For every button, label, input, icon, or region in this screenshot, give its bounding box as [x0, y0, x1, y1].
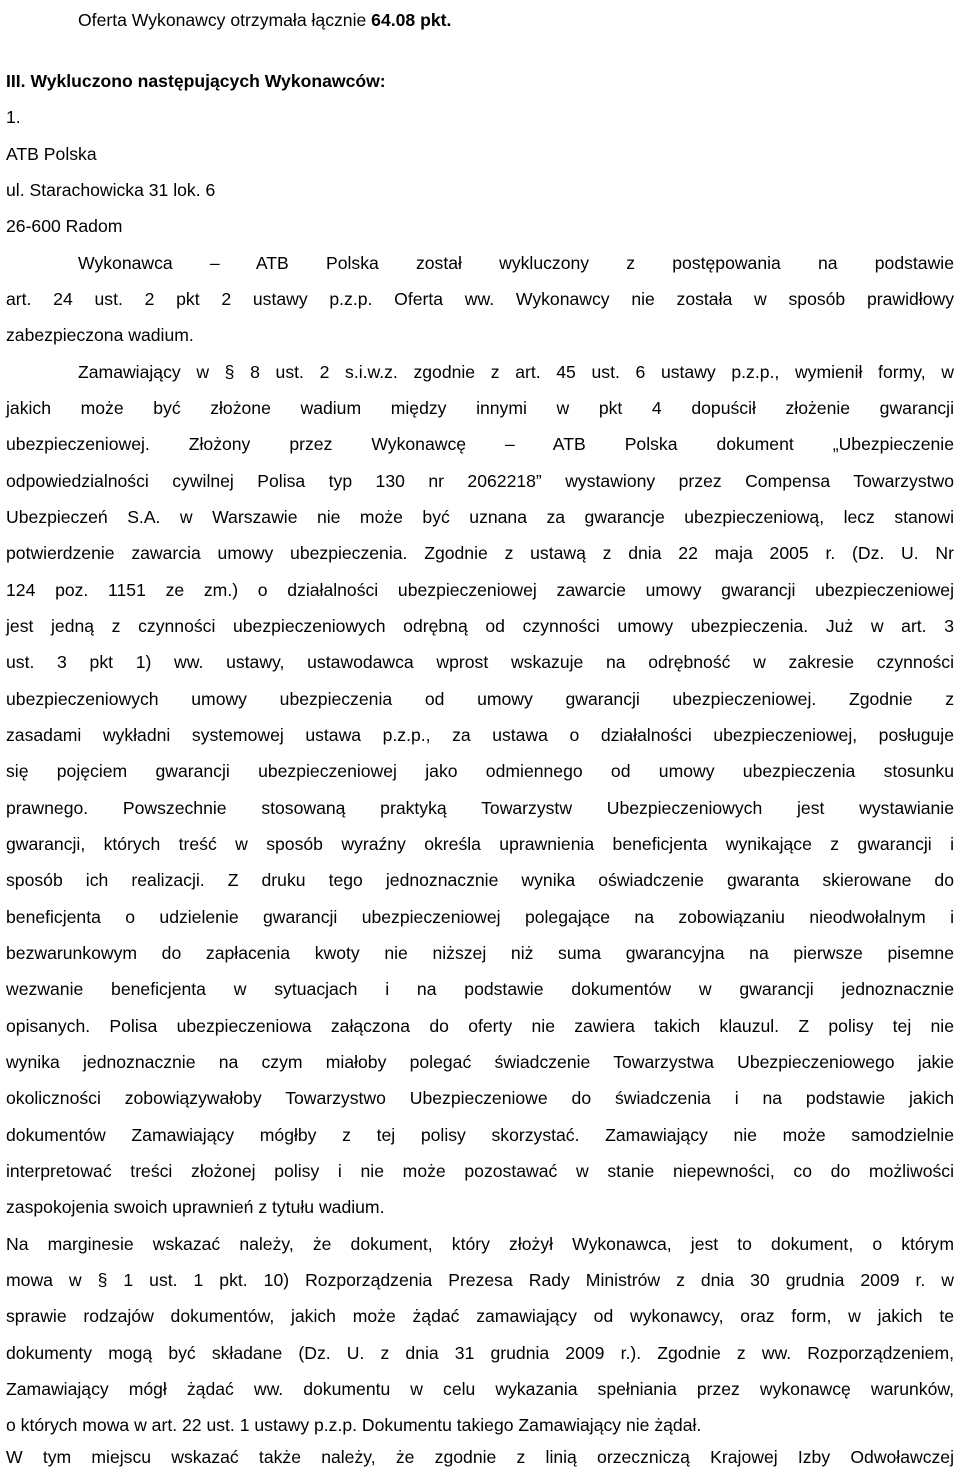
paragraph-line: odpowiedzialności cywilnej Polisa typ 130 nr 2062218” wystawiony przez Compensa Towarzystwo: [6, 471, 954, 491]
contractor-name: ATB Polska: [6, 144, 97, 164]
paragraph-line: Zamawiający w § 8 ust. 2 s.i.w.z. zgodnie z art. 45 ust. 6 ustawy p.z.p., wymienił formy, w: [78, 362, 954, 382]
paragraph-line: dokumenty mogą być składane (Dz. U. z dnia 31 grudnia 2009 r.). Zgodnie z ww. Rozporządzeniem,: [6, 1343, 954, 1363]
points-value: 64.08 pkt.: [371, 10, 452, 30]
paragraph-line: sprawie rodzajów dokumentów, jakich może żądać zamawiający od wykonawcy, oraz form, w jakich te: [6, 1306, 954, 1326]
paragraph-line: wynika jednoznacznie na czym miałoby polegać świadczenie Towarzystwa Ubezpieczeniowego jakie: [6, 1052, 954, 1072]
paragraph-line: się pojęciem gwarancji ubezpieczeniowej jako odmiennego od umowy ubezpieczenia stosunku: [6, 761, 954, 781]
paragraph-line: Na marginesie wskazać należy, że dokument, który złożył Wykonawca, jest to dokument, o którym: [6, 1234, 954, 1254]
points-summary: Oferta Wykonawcy otrzymała łącznie 64.08 pkt.: [78, 10, 452, 30]
paragraph-line: interpretować treści złożonej polisy i nie może pozostawać w stanie niepewności, co do możliwości: [6, 1161, 954, 1181]
list-number: 1.: [6, 107, 21, 127]
paragraph-line: beneficjenta o udzielenie gwarancji ubezpieczeniowej polegające na zobowiązaniu nieodwołalnym i: [6, 907, 954, 927]
paragraph-line: o których mowa w art. 22 ust. 1 ustawy p.z.p. Dokumentu takiego Zamawiający nie żądał.: [6, 1415, 702, 1435]
paragraph-line: wezwanie beneficjenta w sytuacjach i na podstawie dokumentów w gwarancji jednoznacznie: [6, 979, 954, 999]
paragraph-line: dokumentów Zamawiający mógłby z tej polisy skorzystać. Zamawiający nie może samodzielnie: [6, 1125, 954, 1145]
paragraph-line: mowa w § 1 ust. 1 pkt. 10) Rozporządzenia Prezesa Rady Ministrów z dnia 30 grudnia 2009 r. w: [6, 1270, 954, 1290]
paragraph-line: potwierdzenie zawarcia umowy ubezpieczenia. Zgodnie z ustawą z dnia 22 maja 2005 r. (Dz. U. Nr: [6, 543, 954, 563]
paragraph-line: zasadami wykładni systemowej ustawa p.z.p., za ustawa o działalności ubezpieczeniowej, posługuje: [6, 725, 954, 745]
contractor-street: ul. Starachowicka 31 lok. 6: [6, 180, 216, 200]
paragraph-line: okoliczności zobowiązywałoby Towarzystwo Ubezpieczeniowe do świadczenia i na podstawie jakich: [6, 1088, 954, 1108]
paragraph-line: opisanych. Polisa ubezpieczeniowa załączona do oferty nie zawiera takich klauzul. Z polisy tej nie: [6, 1016, 954, 1036]
contractor-city: 26-600 Radom: [6, 216, 123, 236]
paragraph-line: ubezpieczeniowej. Złożony przez Wykonawcę – ATB Polska dokument „Ubezpieczenie: [6, 434, 954, 454]
paragraph-line: Ubezpieczeń S.A. w Warszawie nie może być uznana za gwarancje ubezpieczeniową, lecz stanowi: [6, 507, 954, 527]
paragraph-line: sposób ich realizacji. Z druku tego jednoznacznie wynika oświadczenie gwaranta skierowane do: [6, 870, 954, 890]
section-heading: III. Wykluczono następujących Wykonawców:: [6, 71, 386, 91]
paragraph-line: prawnego. Powszechnie stosowaną praktyką Towarzystw Ubezpieczeniowych jest wystawianie: [6, 798, 954, 818]
paragraph-line: zabezpieczona wadium.: [6, 325, 194, 345]
paragraph-line: Zamawiający mógł żądać ww. dokumentu w celu wykazania spełniania przez wykonawcę warunków,: [6, 1379, 954, 1399]
paragraph-line: ubezpieczeniowych umowy ubezpieczenia od umowy gwarancji ubezpieczeniowej. Zgodnie z: [6, 689, 954, 709]
paragraph-line: W tym miejscu wskazać także należy, że zgodnie z linią orzeczniczą Krajowej Izby Odwoławczej: [6, 1447, 954, 1467]
paragraph-line: ust. 3 pkt 1) ww. ustawy, ustawodawca wprost wskazuje na odrębność w zakresie czynności: [6, 652, 954, 672]
paragraph-line: bezwarunkowym do zapłacenia kwoty nie niższej niż suma gwarancyjna na pierwsze pisemne: [6, 943, 954, 963]
paragraph-line: jakich może być złożone wadium między innymi w pkt 4 dopuścił złożenie gwarancji: [6, 398, 954, 418]
paragraph-line: zaspokojenia swoich uprawnień z tytułu wadium.: [6, 1197, 385, 1217]
paragraph-line: 124 poz. 1151 ze zm.) o działalności ubezpieczeniowej zawarcie umowy gwarancji ubezpieczeniowej: [6, 580, 954, 600]
paragraph-line: Wykonawca – ATB Polska został wykluczony z postępowania na podstawie: [78, 253, 954, 273]
paragraph-line: jest jedną z czynności ubezpieczeniowych odrębną od czynności umowy ubezpieczenia. Już w art. 3: [6, 616, 954, 636]
paragraph-line: gwarancji, których treść w sposób wyraźny określa uprawnienia beneficjenta wynikające z gwarancji i: [6, 834, 954, 854]
paragraph-line: art. 24 ust. 2 pkt 2 ustawy p.z.p. Oferta ww. Wykonawcy nie została w sposób prawidłowy: [6, 289, 954, 309]
